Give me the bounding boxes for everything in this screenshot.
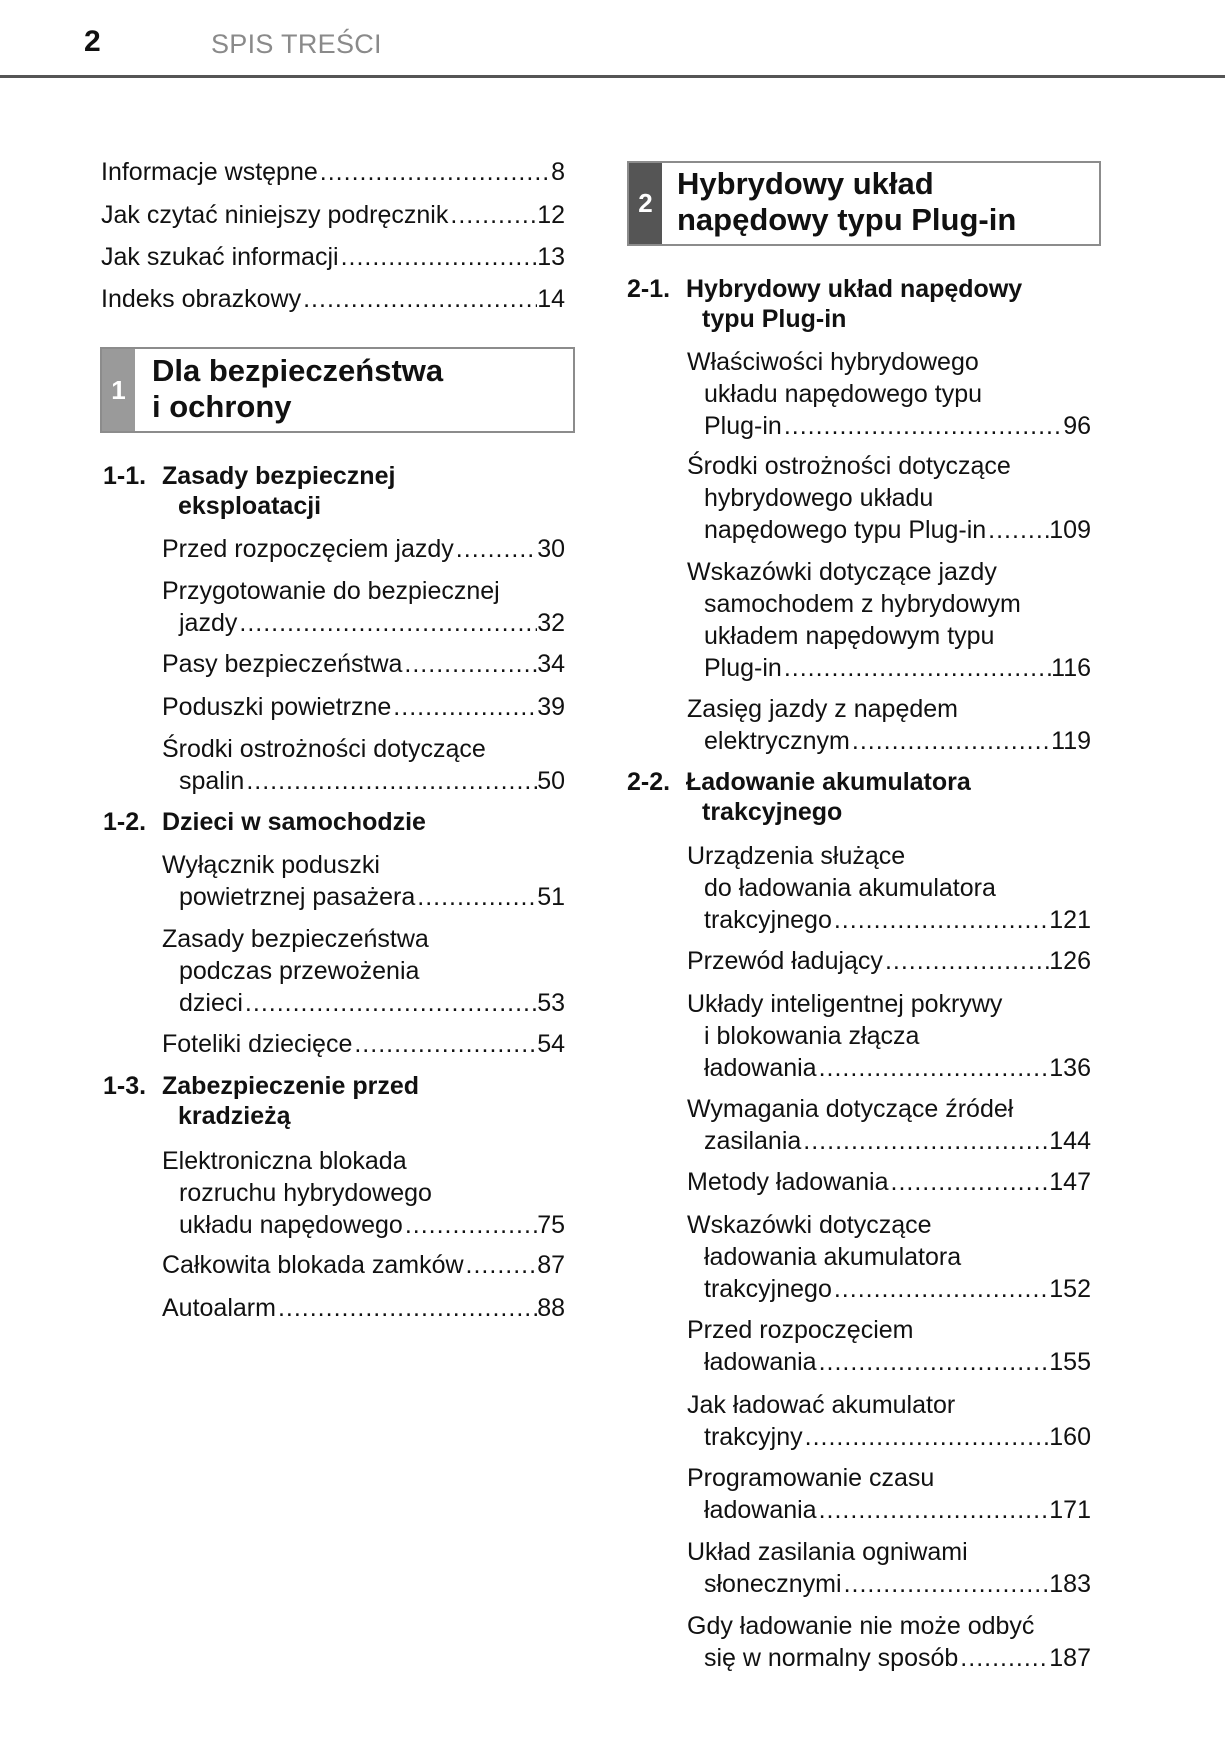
entry-page-number: 116 <box>1051 654 1091 682</box>
dot-leader <box>782 652 1051 684</box>
entry-title-line: Pasy bezpieczeństwa <box>162 650 403 678</box>
toc-entry[interactable] <box>687 1610 1091 1674</box>
entry-page-number: 109 <box>1049 516 1091 544</box>
entry-last-line <box>687 652 1091 684</box>
section-title-line: kradzieżą <box>178 1102 291 1130</box>
section-title-line: trakcyjnego <box>702 798 843 826</box>
entry-page-number: 34 <box>537 650 565 678</box>
entry-title-line: Elektroniczna blokada <box>162 1147 407 1175</box>
toc-entry[interactable] <box>162 533 565 565</box>
dot-leader <box>817 1346 1050 1378</box>
dot-leader <box>276 1292 537 1324</box>
section-title-line: Zabezpieczenie przed <box>162 1072 420 1100</box>
toc-entry[interactable] <box>687 346 1091 442</box>
dot-leader <box>817 1052 1050 1084</box>
entry-title-line: trakcyjnego <box>704 906 832 934</box>
dot-leader <box>817 1494 1050 1526</box>
dot-leader <box>403 1209 537 1241</box>
entry-last-line <box>687 514 1091 546</box>
entry-title-line: zasilania <box>704 1127 802 1155</box>
entry-page-number: 121 <box>1049 906 1091 934</box>
entry-title-line: Przewód ładujący <box>687 947 883 975</box>
dot-leader <box>850 725 1051 757</box>
entry-last-line <box>162 691 565 723</box>
section-number: 1-2. <box>103 808 147 836</box>
entry-title-line: rozruchu hybrydowego <box>179 1179 432 1207</box>
entry-last-line <box>687 1568 1091 1600</box>
entry-title-line: ładowania <box>704 1054 817 1082</box>
entry-title-line: Jak szukać informacji <box>101 243 339 271</box>
chapter-title-line: i ochrony <box>152 389 292 424</box>
entry-title-line: powietrznej pasażera <box>179 883 416 911</box>
chapter-number-tab: 1 <box>102 349 135 431</box>
toc-entry[interactable] <box>162 1145 565 1241</box>
toc-entry[interactable] <box>687 1166 1091 1198</box>
entry-last-line <box>162 765 565 797</box>
entry-title-line: Właściwości hybrydowego <box>687 348 979 376</box>
entry-last-line <box>162 533 565 565</box>
section-title-line: Ładowanie akumulatora <box>686 768 971 796</box>
toc-entry[interactable] <box>162 648 565 680</box>
entry-title-line: Programowanie czasu <box>687 1464 935 1492</box>
entry-title-line: Układy inteligentnej pokrywy <box>687 990 1003 1018</box>
entry-last-line <box>687 1494 1091 1526</box>
section-heading[interactable] <box>627 767 971 827</box>
entry-page-number: 144 <box>1049 1127 1091 1155</box>
entry-title-line: ładowania <box>704 1348 817 1376</box>
entry-title-line: spalin <box>179 767 245 795</box>
entry-title-line: Autoalarm <box>162 1294 276 1322</box>
toc-entry[interactable] <box>687 450 1091 546</box>
entry-page-number: 51 <box>537 883 565 911</box>
entry-title-line: układu napędowego <box>179 1211 403 1239</box>
entry-title-line: Przed rozpoczęciem jazdy <box>162 535 454 563</box>
entry-title-line: do ładowania akumulatora <box>704 874 996 902</box>
toc-entry[interactable] <box>162 733 565 797</box>
entry-page-number: 136 <box>1049 1054 1091 1082</box>
dot-leader <box>237 607 537 639</box>
toc-entry[interactable] <box>162 575 565 639</box>
entry-last-line <box>162 607 565 639</box>
toc-entry[interactable] <box>162 849 565 913</box>
dot-leader <box>454 533 537 565</box>
entry-page-number: 54 <box>537 1030 565 1058</box>
entry-page-number: 53 <box>537 989 565 1017</box>
section-number: 1-3. <box>103 1072 147 1100</box>
toc-entry[interactable] <box>687 1314 1091 1378</box>
entry-title-line: dzieci <box>179 989 243 1017</box>
toc-entry[interactable] <box>162 691 565 723</box>
dot-leader <box>415 881 537 913</box>
entry-title-line: Wymagania dotyczące źródeł <box>687 1095 1014 1123</box>
chapter-number-tab: 2 <box>629 163 662 244</box>
entry-last-line <box>162 1209 565 1241</box>
dot-leader <box>339 241 538 273</box>
entry-title-line: Przygotowanie do bezpiecznej <box>162 577 500 605</box>
chapter-header-box[interactable] <box>100 347 575 433</box>
chapter-title <box>677 166 1016 238</box>
toc-entry[interactable] <box>101 283 565 315</box>
entry-title-line: podczas przewożenia <box>179 957 420 985</box>
dot-leader <box>352 1028 537 1060</box>
entry-last-line <box>687 945 1091 977</box>
dot-leader <box>782 410 1063 442</box>
chapter-header-box[interactable] <box>627 161 1101 246</box>
entry-title-line: samochodem z hybrydowym <box>704 590 1021 618</box>
toc-entry[interactable] <box>687 693 1091 757</box>
dot-leader <box>883 945 1049 977</box>
section-heading[interactable] <box>103 461 395 521</box>
entry-title-line: ładowania akumulatora <box>704 1243 962 1271</box>
entry-page-number: 14 <box>537 285 565 313</box>
entry-title-line: Układ zasilania ogniwami <box>687 1538 968 1566</box>
entry-title-line: Przed rozpoczęciem <box>687 1316 914 1344</box>
entry-title-line: Środki ostrożności dotyczące <box>687 452 1011 480</box>
toc-entry[interactable] <box>687 1462 1091 1526</box>
toc-entry[interactable] <box>687 988 1091 1084</box>
entry-last-line <box>101 241 565 273</box>
toc-entry[interactable] <box>687 556 1091 684</box>
entry-title-line: słonecznymi <box>704 1570 842 1598</box>
entry-page-number: 50 <box>537 767 565 795</box>
toc-entry[interactable] <box>687 1536 1091 1600</box>
dot-leader <box>832 1273 1049 1305</box>
entry-last-line <box>687 725 1091 757</box>
dot-leader <box>243 987 537 1019</box>
entry-last-line <box>162 1249 565 1281</box>
entry-title-line: Plug-in <box>704 654 782 682</box>
entry-last-line <box>101 156 565 188</box>
entry-title-line: Wyłącznik poduszki <box>162 851 380 879</box>
entry-title-line: elektrycznym <box>704 727 850 755</box>
section-title-line: Zasady bezpiecznej <box>162 462 396 490</box>
section-title-line: eksploatacji <box>178 492 322 520</box>
section-heading[interactable] <box>627 274 1022 334</box>
dot-leader <box>958 1642 1049 1674</box>
dot-leader <box>318 156 551 188</box>
entry-last-line <box>687 1421 1091 1453</box>
entry-page-number: 39 <box>537 693 565 721</box>
entry-title-line: hybrydowego układu <box>704 484 934 512</box>
section-title-line: typu Plug-in <box>702 305 847 333</box>
entry-title-line: i blokowania złącza <box>704 1022 920 1050</box>
page-title: SPIS TREŚCI <box>211 29 382 59</box>
entry-title-line: trakcyjnego <box>704 1275 832 1303</box>
entry-page-number: 12 <box>537 201 565 229</box>
toc-entry[interactable] <box>162 1249 565 1281</box>
dot-leader <box>986 514 1049 546</box>
dot-leader <box>301 283 537 315</box>
entry-last-line <box>687 1273 1091 1305</box>
toc-entry[interactable] <box>162 1028 565 1060</box>
dot-leader <box>842 1568 1050 1600</box>
toc-entry[interactable] <box>101 241 565 273</box>
entry-title-line: Metody ładowania <box>687 1168 889 1196</box>
section-heading[interactable] <box>103 1071 419 1131</box>
entry-title-line: Środki ostrożności dotyczące <box>162 735 486 763</box>
entry-title-line: Poduszki powietrzne <box>162 693 392 721</box>
entry-page-number: 119 <box>1051 727 1091 755</box>
entry-page-number: 32 <box>537 609 565 637</box>
entry-page-number: 96 <box>1063 412 1091 440</box>
chapter-title <box>152 353 443 425</box>
entry-title-line: Gdy ładowanie nie może odbyć <box>687 1612 1035 1640</box>
dot-leader <box>464 1249 538 1281</box>
dot-leader <box>801 1125 1049 1157</box>
entry-title-line: się w normalny sposób <box>704 1644 959 1672</box>
entry-title-line: napędowego typu Plug-in <box>704 516 987 544</box>
dot-leader <box>391 691 537 723</box>
dot-leader <box>448 199 537 231</box>
toc-entry[interactable] <box>101 156 565 188</box>
entry-page-number: 155 <box>1049 1348 1091 1376</box>
entry-last-line <box>687 1346 1091 1378</box>
entry-page-number: 171 <box>1049 1496 1091 1524</box>
entry-page-number: 75 <box>537 1211 565 1239</box>
dot-leader <box>889 1166 1050 1198</box>
entry-page-number: 87 <box>537 1251 565 1279</box>
entry-title-line: Plug-in <box>704 412 782 440</box>
page-number: 2 <box>84 25 101 58</box>
entry-page-number: 187 <box>1049 1644 1091 1672</box>
section-title-line: Dzieci w samochodzie <box>162 808 426 836</box>
entry-title-line: jazdy <box>179 609 238 637</box>
toc-entry[interactable] <box>687 945 1091 977</box>
entry-page-number: 88 <box>537 1294 565 1322</box>
toc-entry[interactable] <box>687 840 1091 936</box>
entry-last-line <box>101 283 565 315</box>
entry-title-line: ładowania <box>704 1496 817 1524</box>
chapter-title-line: napędowy typu Plug-in <box>677 202 1017 237</box>
section-number: 2-1. <box>627 275 671 303</box>
toc-entry[interactable] <box>101 199 565 231</box>
chapter-title-line: Hybrydowy układ <box>677 166 934 201</box>
entry-last-line <box>687 410 1091 442</box>
entry-last-line <box>101 199 565 231</box>
entry-last-line <box>162 987 565 1019</box>
entry-title-line: układem napędowym typu <box>704 622 995 650</box>
entry-last-line <box>687 1642 1091 1674</box>
entry-last-line <box>687 904 1091 936</box>
toc-entry[interactable] <box>687 1389 1091 1453</box>
toc-entry[interactable] <box>687 1093 1091 1157</box>
entry-last-line <box>687 1052 1091 1084</box>
section-number: 2-2. <box>627 768 671 796</box>
section-heading[interactable] <box>103 807 426 837</box>
header-divider <box>0 75 1225 78</box>
entry-title-line: Całkowita blokada zamków <box>162 1251 464 1279</box>
entry-title-line: trakcyjny <box>704 1423 803 1451</box>
entry-last-line <box>162 1028 565 1060</box>
toc-entry[interactable] <box>162 923 565 1019</box>
entry-title-line: Jak czytać niniejszy podręcznik <box>101 201 449 229</box>
entry-last-line <box>687 1125 1091 1157</box>
entry-title-line: Urządzenia służące <box>687 842 906 870</box>
entry-title-line: układu napędowego typu <box>704 380 983 408</box>
section-title-line: Hybrydowy układ napędowy <box>686 275 1023 303</box>
section-number: 1-1. <box>103 462 147 490</box>
toc-entry[interactable] <box>687 1209 1091 1305</box>
entry-last-line <box>162 648 565 680</box>
entry-title-line: Zasięg jazdy z napędem <box>687 695 958 723</box>
entry-page-number: 152 <box>1049 1275 1091 1303</box>
entry-page-number: 8 <box>551 158 565 186</box>
dot-leader <box>402 648 537 680</box>
entry-title-line: Zasady bezpieczeństwa <box>162 925 429 953</box>
entry-page-number: 147 <box>1049 1168 1091 1196</box>
entry-last-line <box>162 881 565 913</box>
entry-title-line: Foteliki dziecięce <box>162 1030 353 1058</box>
entry-page-number: 126 <box>1049 947 1091 975</box>
entry-title-line: Indeks obrazkowy <box>101 285 302 313</box>
dot-leader <box>244 765 537 797</box>
entry-title-line: Wskazówki dotyczące <box>687 1211 932 1239</box>
entry-page-number: 13 <box>537 243 565 271</box>
entry-page-number: 183 <box>1049 1570 1091 1598</box>
entry-title-line: Informacje wstępne <box>101 158 318 186</box>
dot-leader <box>803 1421 1050 1453</box>
dot-leader <box>832 904 1049 936</box>
toc-entry[interactable] <box>162 1292 565 1324</box>
entry-title-line: Jak ładować akumulator <box>687 1391 956 1419</box>
entry-title-line: Wskazówki dotyczące jazdy <box>687 558 997 586</box>
entry-page-number: 30 <box>537 535 565 563</box>
entry-last-line <box>687 1166 1091 1198</box>
chapter-title-line: Dla bezpieczeństwa <box>152 353 444 388</box>
entry-last-line <box>162 1292 565 1324</box>
entry-page-number: 160 <box>1049 1423 1091 1451</box>
